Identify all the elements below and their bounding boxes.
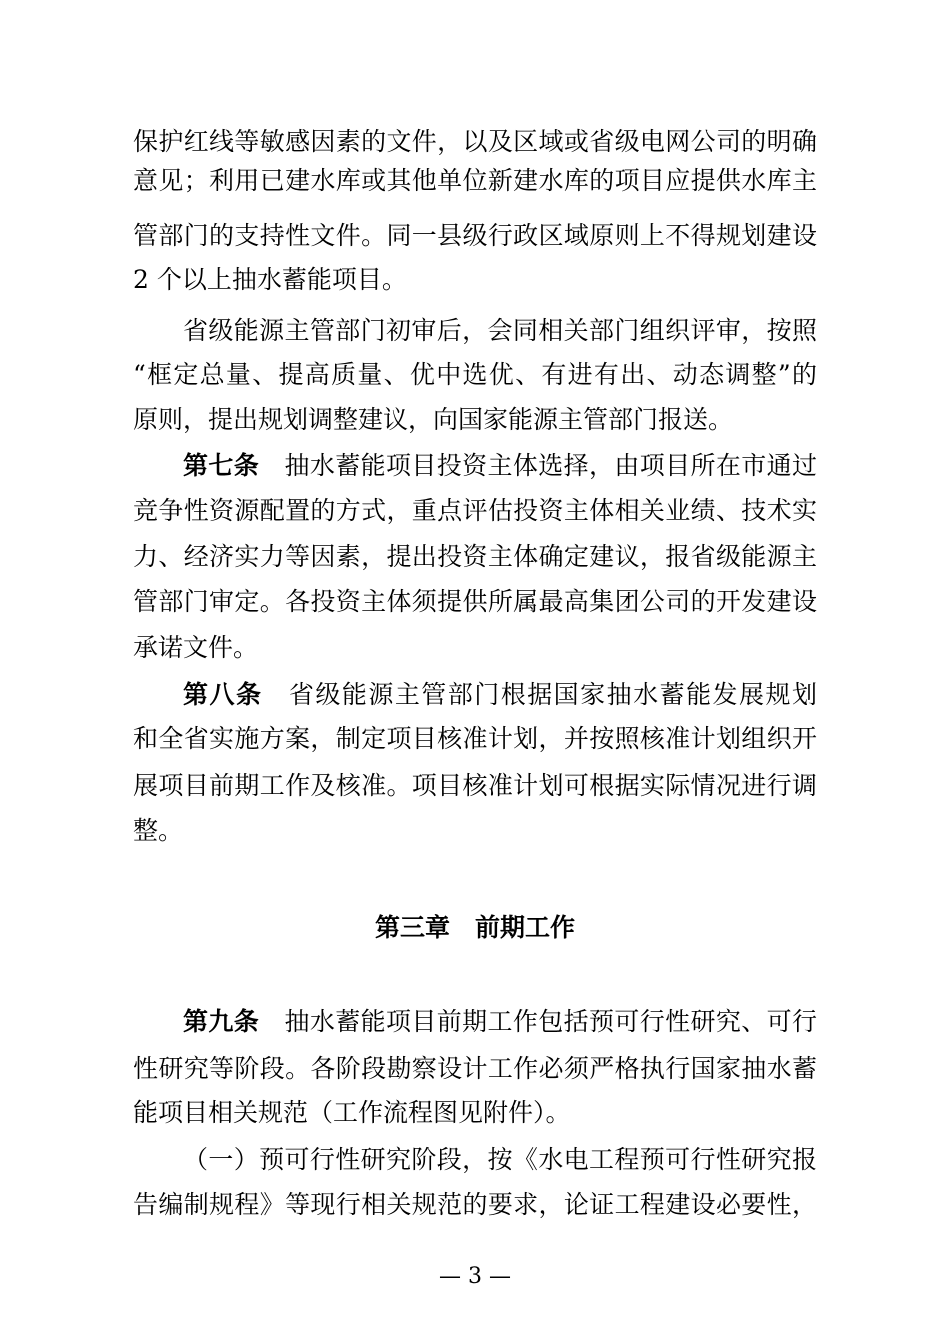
article-9-spacer <box>259 1007 284 1036</box>
article-9-text: 抽水蓄能项目前期工作包括预可行性研究、可行 <box>284 1007 817 1036</box>
chapter-heading: 第三章 前期工作 <box>374 913 575 942</box>
article-8-text: 省级能源主管部门根据国家抽水蓄能发展规划 <box>288 680 817 709</box>
item-1-line-2: 告编制规程》等现行相关规范的要求，论证工程建设必要性， <box>133 1190 817 1219</box>
article-8-line-1 <box>183 675 817 715</box>
article-8-line-2: 和全省实施方案，制定项目核准计划，并按照核准计划组织开 <box>133 724 817 753</box>
item-1-line-1: （一）预可行性研究阶段，按《水电工程预可行性研究报 <box>183 1145 817 1174</box>
article-7-spacer <box>259 451 284 480</box>
page-number: — 3 — <box>439 1264 511 1289</box>
article-7-line-1 <box>183 446 817 486</box>
article-7-number: 第七条 <box>183 451 260 480</box>
article-7-text: 抽水蓄能项目投资主体选择，由项目所在市通过 <box>284 451 817 480</box>
paragraph-2-line-2: “框定总量、提高质量、优中选优、有进有出、动态调整”的 <box>133 360 817 389</box>
article-7-line-5: 承诺文件。 <box>133 633 259 662</box>
article-9-line-2: 性研究等阶段。各阶段勘察设计工作必须严格执行国家抽水蓄 <box>133 1054 817 1083</box>
article-9-number: 第九条 <box>183 1007 260 1036</box>
paragraph-2-line-1: 省级能源主管部门初审后，会同相关部门组织评审，按照 <box>183 316 817 345</box>
article-8-number: 第八条 <box>183 680 263 709</box>
article-8-line-4: 整。 <box>133 816 184 845</box>
article-7-line-3: 力、经济实力等因素，提出投资主体确定建议，报省级能源主 <box>133 542 817 571</box>
paragraph-2-line-3: 原则，提出规划调整建议，向国家能源主管部门报送。 <box>133 405 734 434</box>
paragraph-1-line-4: 2 个以上抽水蓄能项目。 <box>133 265 407 294</box>
article-8-line-3: 展项目前期工作及核准。项目核准计划可根据实际情况进行调 <box>133 771 817 800</box>
paragraph-1-line-2: 意见；利用已建水库或其他单位新建水库的项目应提供水库主 <box>133 166 817 195</box>
paragraph-1-line-3: 管部门的支持性文件。同一县级行政区域原则上不得规划建设 <box>133 221 817 250</box>
article-9-line-1 <box>183 1002 817 1042</box>
paragraph-1-line-1: 保护红线等敏感因素的文件，以及区域或省级电网公司的明确 <box>133 127 817 156</box>
article-7-line-2: 竞争性资源配置的方式，重点评估投资主体相关业绩、技术实 <box>133 496 817 525</box>
article-9-line-3: 能项目相关规范（工作流程图见附件）。 <box>133 1098 571 1127</box>
article-8-spacer <box>262 680 288 709</box>
article-7-line-4: 管部门审定。各投资主体须提供所属最高集团公司的开发建设 <box>133 587 817 616</box>
